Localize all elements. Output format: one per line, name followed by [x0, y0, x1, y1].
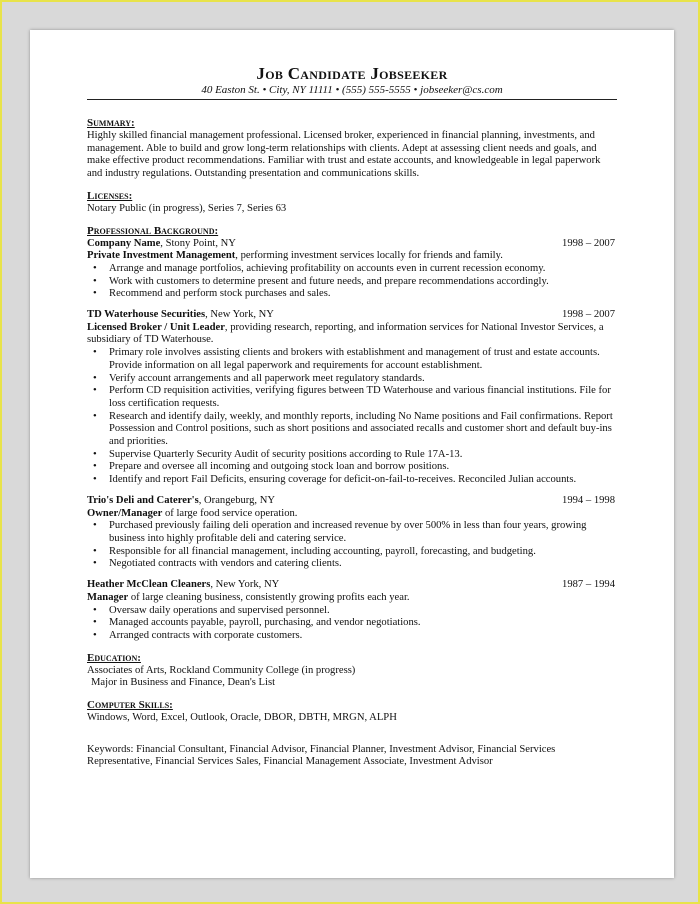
summary-text: Highly skilled financial management professional. Licensed broker, experienced in financial planning, investments, and management. Able to build and grow long-term relationships with clients. Adept at assessing client needs and goals, and make effective product recommendations. Familiar with trust and estate accounts, and knowledgeable in legal paperwork and industry regulations. Outstanding presentation and communications skills. — [87, 130, 601, 180]
background-section — [87, 225, 617, 643]
company-location: , New York, NY — [210, 579, 280, 591]
company-name: TD Waterhouse Securities — [87, 309, 206, 321]
licenses-heading: Licenses: — [87, 189, 133, 202]
job-title: Private Investment Management — [87, 250, 236, 262]
resume-content — [87, 64, 617, 769]
job-employer — [87, 579, 279, 592]
job-employer — [87, 238, 236, 251]
list-item: • Perform CD requisition activities, verifying figures between TD Waterhouse and various financial institutions. File for loss certification requests. — [87, 385, 617, 410]
resume-page — [30, 30, 674, 878]
licenses-text: Notary Public (in progress), Series 7, Series 63 — [87, 202, 287, 214]
education-section — [87, 652, 617, 690]
job-bullets — [87, 263, 617, 301]
skills-text: Windows, Word, Excel, Outlook, Oracle, DBOR, DBTH, MRGN, ALPH — [87, 712, 397, 724]
list-item: • Primary role involves assisting clients and brokers with establishment and management of trust and estate accounts. Provide information on all legal paperwork and requirements for account establishment. — [87, 347, 617, 372]
list-item: • Managed accounts payable, payroll, purchasing, and vendor negotiations. — [87, 617, 617, 630]
job-employer — [87, 495, 275, 508]
job-summary: , providing research, reporting, and information services for National Investor Services, a subsidiary of TD Waterhouse. — [87, 321, 604, 346]
list-item: • Purchased previously failing deli operation and increased revenue by over 500% in less than four years, growing business into highly profitable deli and catering service. — [87, 520, 617, 545]
list-item: • Verify account arrangements and all paperwork meet regulatory standards. — [87, 373, 617, 386]
skills-heading: Computer Skills: — [87, 699, 173, 712]
company-name: Company Name — [87, 237, 161, 249]
job-employer — [87, 309, 274, 322]
job-header — [87, 495, 617, 508]
summary-heading: Summary: — [87, 117, 135, 129]
job-dates: 1994 – 1998 — [562, 494, 615, 506]
skills-section — [87, 699, 617, 725]
education-degree: Associates of Arts, Rockland Community College (in progress) — [87, 664, 356, 676]
list-item: • Recommend and perform stock purchases and sales. — [87, 288, 617, 301]
job-summary: of large food service operation. — [162, 507, 298, 519]
job-description — [87, 508, 617, 521]
keywords-text: Keywords: Financial Consultant, Financial Advisor, Financial Planner, Investment Advisor, Financial Services Representative, Financial Services Sales, Financial Management Associate, Investment Advisor — [87, 743, 556, 768]
job-entry — [87, 579, 617, 643]
contact-line: 40 Easton St. • City, NY 11111 • (555) 555-5555 • jobseeker@cs.com — [87, 84, 617, 100]
company-name: Trio's Deli and Caterer's — [87, 494, 199, 506]
job-bullets — [87, 520, 617, 571]
job-summary: , performing investment services locally for friends and family. — [235, 250, 503, 262]
job-title: Licensed Broker / Unit Leader — [87, 321, 225, 333]
list-item: • Arranged contracts with corporate customers. — [87, 630, 617, 643]
list-item: • Oversaw daily operations and supervised personnel. — [87, 605, 617, 618]
job-bullets — [87, 605, 617, 643]
job-dates: 1998 – 2007 — [562, 237, 615, 249]
list-item: • Work with customers to determine present and future needs, and prepare recommendations accordingly. — [87, 276, 617, 289]
job-header — [87, 238, 617, 251]
job-description — [87, 322, 617, 347]
job-header — [87, 309, 617, 322]
list-item: • Prepare and oversee all incoming and outgoing stock loan and borrow positions. — [87, 461, 617, 474]
list-item: • Supervise Quarterly Security Audit of security positions according to Rule 17A-13. — [87, 449, 617, 462]
job-entry — [87, 309, 617, 487]
job-title: Manager — [87, 591, 129, 603]
list-item: • Responsible for all financial management, including accounting, payroll, forecasting, and budgeting. — [87, 546, 617, 559]
list-item: • Negotiated contracts with vendors and catering clients. — [87, 558, 617, 571]
job-description — [87, 250, 617, 263]
summary-section — [87, 117, 617, 181]
education-major: Major in Business and Finance, Dean's List — [91, 677, 276, 689]
job-entry — [87, 238, 617, 302]
education-heading: Education: — [87, 651, 141, 664]
job-summary: of large cleaning business, consistently growing profits each year. — [128, 591, 410, 603]
list-item: • Research and identify daily, weekly, and monthly reports, including No Name positions and Fail confirmations. Report Possession and Control positions, such as short positions and associated recalls and customer short and default buy-ins and priorities. — [87, 411, 617, 449]
background-heading: Professional Background: — [87, 224, 219, 237]
job-header — [87, 579, 617, 592]
job-description — [87, 592, 617, 605]
list-item: • Arrange and manage portfolios, achieving profitability on accounts even in current recession economy. — [87, 263, 617, 276]
job-entry — [87, 495, 617, 571]
company-location: , New York, NY — [205, 309, 274, 321]
licenses-section — [87, 190, 617, 216]
job-title: Owner/Manager — [87, 507, 163, 519]
job-dates: 1987 – 1994 — [562, 579, 615, 591]
candidate-name: Job Candidate Jobseeker — [256, 64, 448, 83]
company-location: , Stony Point, NY — [160, 237, 236, 249]
company-name: Heather McClean Cleaners — [87, 579, 211, 591]
list-item: • Identify and report Fail Deficits, ensuring coverage for deficit-on-fail-to-receives. Reconciled Julian accounts. — [87, 474, 617, 487]
company-location: , Orangeburg, NY — [198, 494, 276, 506]
job-dates: 1998 – 2007 — [562, 309, 615, 321]
job-bullets — [87, 347, 617, 487]
